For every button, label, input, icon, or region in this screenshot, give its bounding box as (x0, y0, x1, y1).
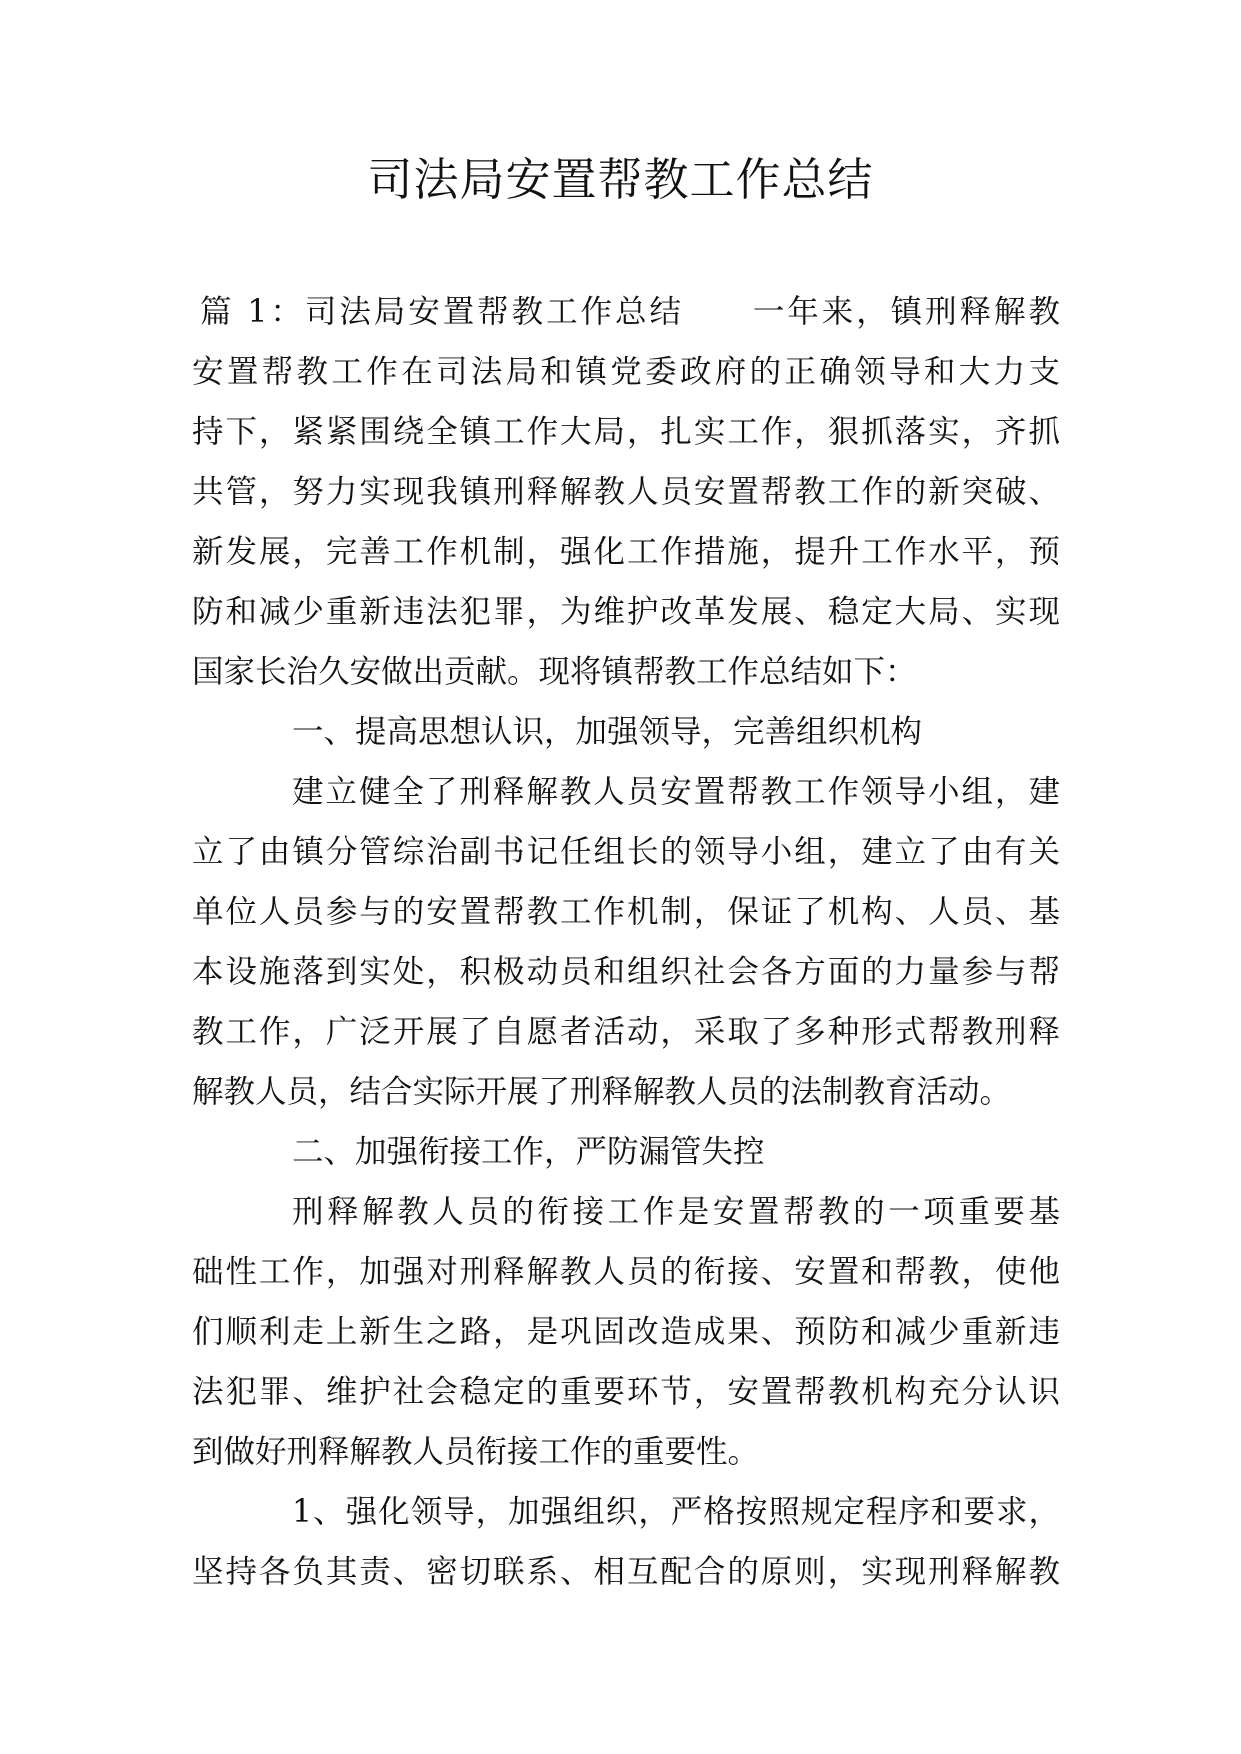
document-body (192, 282, 1060, 1602)
body-line: 安置帮教工作在司法局和镇党委政府的正确领导和大力支 (192, 354, 1060, 390)
body-line: 坚持各负其责、密切联系、相互配合的原则，实现刑释解教 (192, 1554, 1060, 1590)
body-line: 持下，紧紧围绕全镇工作大局，扎实工作，狠抓落实，齐抓 (192, 414, 1060, 450)
body-line: 防和减少重新违法犯罪，为维护改革发展、稳定大局、实现 (192, 594, 1060, 630)
body-line: 新发展，完善工作机制，强化工作措施，提升工作水平，预 (192, 534, 1060, 570)
body-line: 立了由镇分管综治副书记任组长的领导小组，建立了由有关 (192, 834, 1060, 870)
body-line: 本设施落到实处，积极动员和组织社会各方面的力量参与帮 (192, 954, 1060, 990)
body-line: 篇 1：司法局安置帮教工作总结 一年来，镇刑释解教 (200, 294, 1060, 330)
body-line: 国家长治久安做出贡献。现将镇帮教工作总结如下： (192, 654, 917, 690)
body-line: 单位人员参与的安置帮教工作机制，保证了机构、人员、基 (192, 894, 1060, 930)
body-line: 们顺利走上新生之路，是巩固改造成果、预防和减少重新违 (192, 1314, 1060, 1350)
body-line: 1、强化领导，加强组织，严格按照规定程序和要求， (292, 1494, 1060, 1530)
body-line: 共管，努力实现我镇刑释解教人员安置帮教工作的新突破、 (192, 474, 1060, 510)
body-line: 解教人员，结合实际开展了刑释解教人员的法制教育活动。 (192, 1074, 1012, 1110)
body-line: 到做好刑释解教人员衔接工作的重要性。 (192, 1434, 760, 1470)
body-line: 刑释解教人员的衔接工作是安置帮教的一项重要基 (292, 1194, 1060, 1230)
body-line: 教工作，广泛开展了自愿者活动，采取了多种形式帮教刑释 (192, 1014, 1060, 1050)
body-line: 法犯罪、维护社会稳定的重要环节，安置帮教机构充分认识 (192, 1374, 1060, 1410)
document-title: 司法局安置帮教工作总结 (367, 153, 874, 206)
body-line: 建立健全了刑释解教人员安置帮教工作领导小组，建 (292, 774, 1060, 810)
body-line: 础性工作，加强对刑释解教人员的衔接、安置和帮教，使他 (192, 1254, 1060, 1290)
section-heading: 二、加强衔接工作，严防漏管失控 (292, 1134, 765, 1170)
section-heading: 一、提高思想认识，加强领导，完善组织机构 (292, 714, 923, 750)
